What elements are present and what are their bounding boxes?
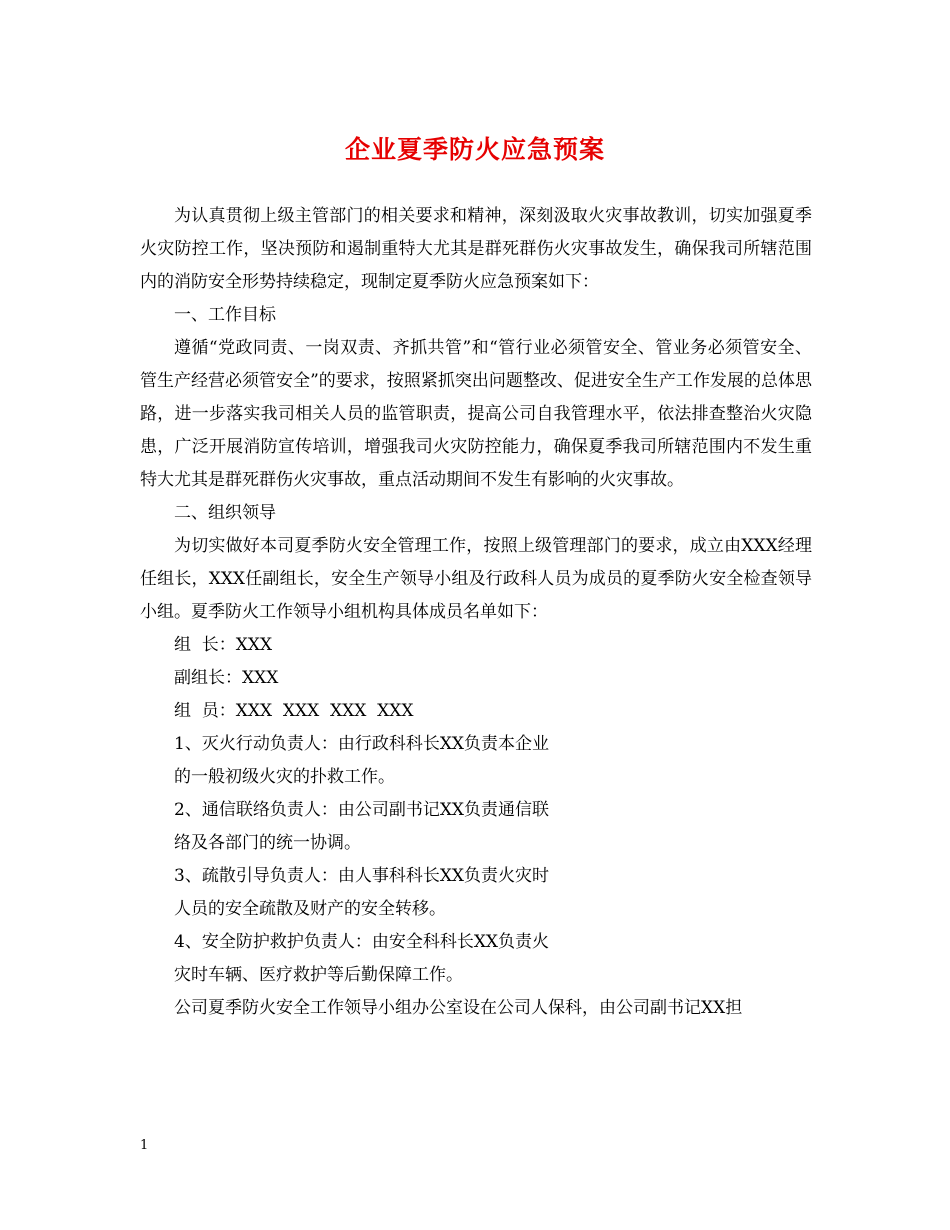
office-paragraph: 公司夏季防火安全工作领导小组办公室设在公司人保科，由公司副书记XX担 [174, 998, 743, 1018]
duty-4-line-a: 4、安全防护救护负责人：由安全科科长XX负责火 [174, 932, 550, 952]
organization-paragraph: 为切实做好本司夏季防火安全管理工作，按照上级管理部门的要求，成立由XXX经理任组长，XXX任副组长，安全生产领导小组及行政科人员为成员的夏季防火安全检查领导小组。夏季防火工作领导小组机构具体成员名单如下： [140, 536, 812, 622]
duty-3-line-a: 3、疏散引导负责人：由人事科科长XX负责火灾时 [174, 866, 550, 886]
duty-4-line-b: 灾时车辆、医疗救护等后勤保障工作。 [174, 965, 463, 985]
duty-2-line-a: 2、通信联络负责人：由公司副书记XX负责通信联 [174, 800, 550, 820]
section-heading-organization: 二、组织领导 [174, 503, 276, 523]
deputy-line: 副组长：XXX [174, 668, 279, 688]
duty-2-line-b: 络及各部门的统一协调。 [174, 833, 361, 853]
document-body [140, 200, 812, 1025]
page-number: 1 [140, 1138, 149, 1153]
duty-1-line-b: 的一般初级火灾的扑救工作。 [174, 767, 395, 787]
duty-3-line-b: 人员的安全疏散及财产的安全转移。 [174, 899, 446, 919]
document-title: 企业夏季防火应急预案 [344, 135, 605, 164]
duty-1-line-a: 1、灭火行动负责人：由行政科科长XX负责本企业 [174, 734, 550, 754]
section-heading-goals: 一、工作目标 [174, 305, 276, 325]
members-line: 组 员：XXX XXX XXX XXX [174, 701, 414, 721]
leader-line: 组 长：XXX [174, 635, 273, 655]
goals-paragraph: 遵循“党政同责、一岗双责、齐抓共管”和“管行业必须管安全、管业务必须管安全、管生产经营必须管安全”的要求，按照紧抓突出问题整改、促进安全生产工作发展的总体思路，进一步落实我司相关人员的监管职责，提高公司自我管理水平，依法排查整治火灾隐患，广泛开展消防宣传培训，增强我司火灾防控能力，确保夏季我司所辖范围内不发生重特大尤其是群死群伤火灾事故，重点活动期间不发生有影响的火灾事故。 [140, 338, 812, 490]
intro-paragraph: 为认真贯彻上级主管部门的相关要求和精神，深刻汲取火灾事故教训，切实加强夏季火灾防控工作，坚决预防和遏制重特大尤其是群死群伤火灾事故发生，确保我司所辖范围内的消防安全形势持续稳定，现制定夏季防火应急预案如下： [140, 206, 812, 292]
